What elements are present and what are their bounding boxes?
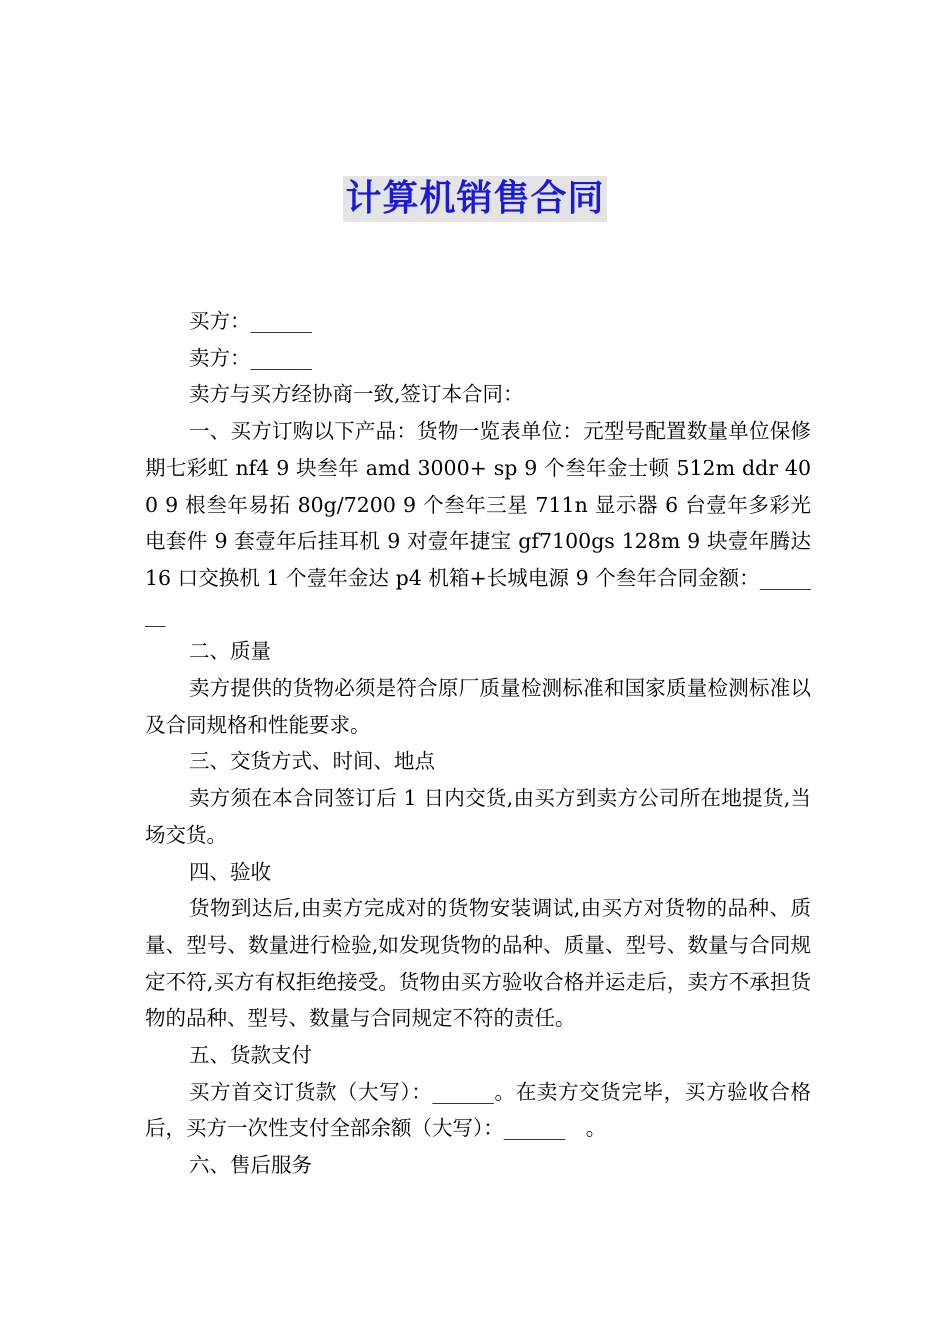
section-heading-payment: 五、货款支付 bbox=[189, 1043, 312, 1068]
section-heading-after-sales: 六、售后服务 bbox=[189, 1153, 312, 1178]
section-heading-delivery: 三、交货方式、时间、地点 bbox=[189, 749, 435, 774]
clause-4-inspection: 货物到达后,由卖方完成对的货物安装调试,由买方对货物的品种、质量、型号、数量进行检验,如发现货物的品种、质量、型号、数量与合同规定不符,买方有权拒绝接受。货物由买方验收合格并运走后，卖方不承担货物的品种、型号、数量与合同规定不符的责任。 bbox=[145, 896, 811, 1031]
document-body bbox=[145, 303, 811, 1184]
clause-5-payment: 买方首交订货款（大写）：______。在卖方交货完毕，买方验收合格后，买方一次性支付全部余额（大写）：______ 。 bbox=[145, 1079, 811, 1141]
document-title: 计算机销售合同 bbox=[343, 176, 606, 222]
section-heading-inspection: 四、验收 bbox=[189, 859, 271, 884]
section-heading-quality: 二、质量 bbox=[189, 639, 271, 664]
title-container bbox=[0, 176, 950, 222]
agreement-intro: 卖方与买方经协商一致,签订本合同： bbox=[189, 382, 524, 407]
clause-1-products: 一、买方订购以下产品：货物一览表单位：元型号配置数量单位保修期七彩虹 nf4 9 块叁年 amd 3000+ sp 9 个叁年金士顿 512m ddr 400 9 根叁年易拓 80g/7200 9 个叁年三星 711n 显示器 6 台壹年多彩光电套件 9 套壹年后挂耳机 9 对壹年捷宝 gf7100gs 128m 9 块壹年腾达 16 口交换机 1 个壹年金达 p4 机箱+长城电源 9 个叁年合同金额：_______ bbox=[145, 419, 811, 627]
seller-line: 卖方：______ bbox=[189, 345, 312, 370]
clause-3-delivery: 卖方须在本合同签订后 1 日内交货,由买方到卖方公司所在地提货,当场交货。 bbox=[145, 786, 811, 847]
clause-2-quality: 卖方提供的货物必须是符合原厂质量检测标准和国家质量检测标准以及合同规格和性能要求。 bbox=[145, 676, 811, 737]
buyer-line: 买方：______ bbox=[189, 309, 312, 333]
